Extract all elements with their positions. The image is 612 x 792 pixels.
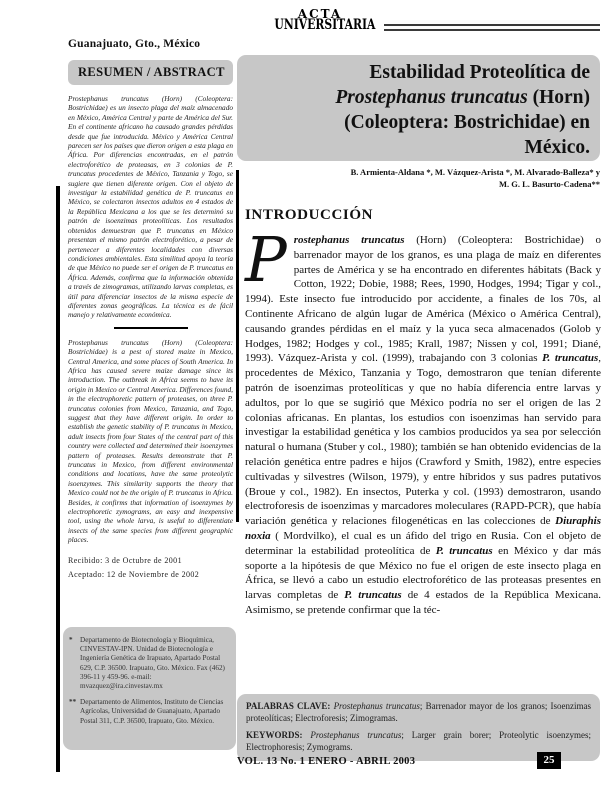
footer-volume: VOL. 13 No. 1 ENERO - ABRIL 2003 (237, 756, 416, 767)
page-number-badge: 25 (537, 752, 561, 769)
affiliation-text: Departamento de Alimentos, Instituto de Ciencias Agrícolas, Universidad de Guanajuato, Apartado Postal 311, C.P. 36500, Irapuato, Gto. México. (80, 698, 224, 725)
title-line-4: México. (524, 137, 590, 158)
authors-block (237, 167, 600, 190)
introduction-text: rostephanus truncatus (Horn) (Coleoptera: Bostrichidae) o barrenador mayor de los granos, es una plaga de maíz en diferentes partes de América y se ha encontrado en diferentes hábitats (Back y Cotton, 1922; Dobie, 1988; Rees, 1990, Hodges, 1994; Tigar y col., 1994). Este insecto fue introducido por accidente, a finales de los 70s, al Continente Africano de algún lugar de América (México o América Central), causando grandes pérdidas en el maíz y la yuca seca almacenados (Golob y Hodges, 1982; Hodges y col., 1985; Krall, 1987; Nissen y col, 1991; Diané, 1993). Vázquez-Arista y col. (1999), trabajando con 3 colonias P. truncatus, procedentes de México, Tanzania y Togo, demostraron que tenían diferente patrón de isoenzimas proteolíticas y que no había diferencia entre larvas y adultos, por lo que se sugirió que México podría no ser el origen de las 2 colonias africanas. En plantas, los estudios con isoenzimas han servido para investigar la estabilidad genética y los cambios producidos ya sea por selección natural o humana (Stuber y col., 1980); también se han obtenido evidencias de la relación genética entre padres e hijos (Crawford y Smith, 1982), entre especies cultivadas y silvestres (Wilson, 1979), y entre híbridos y sus padres putativos (Broue y col., 1982). En insectos, Puterka y col. (1993) demostraron, usando electroforesis de isoenzimas y marcadores moleculares (RAPD-PCR), que había variación genética y relaciones filogenéticas en las colecciones de Diuraphis noxia ( Mordvilko), el cual es un áfido del trigo en Rusia. Con el objeto de determinar la estabilidad proteolítica de P. truncatus en México y dar más soporte a la hipótesis de que México no fue el origen de este insecto plaga en África, se llevó a cabo un estudio electroforético de las proteasas presentes en larvas completas de P. truncatus de 4 estados de la República Mexicana. Asimismo, se pretende confirmar que la téc- (245, 234, 602, 616)
abstract-english: Prostephanus truncatus (Horn) (Coleoptera: Bostrichidae) is a pest of stored maize in Mexico, Central America, and some places of South America. In Africa has caused severe maize damage since its introduction. The outbreak in Africa seems to have its origin in Mexico or Central America. Differences found, in the electrophoretic pattern of proteases, on three P. truncatus colonies from Mexico, Tanzania, and Togo, suggest that they have different origin. In order to establish the genetic stability of P. truncatus in Mexico, adult insects from four States of the central part of this country were collected and determined their isoenzymes pattern of proteases. Results demonstrate that P. truncatus in Mexico, from different environmental conditions and locations, have the same proteolytic isoenzymes. This similarity supports the theory that Mexico could not be the origin of P. truncatus in Africa. Besides, it confirms that information of isoenzymes by electrophoretic zymograms, an easy and inexpensive tool, using the whole larva, is useful to differentiate insects of the same species from different geographic places. (68, 337, 233, 545)
affiliation-item (69, 636, 229, 691)
title-line-2: Prostephanus truncatus (Horn) (335, 87, 590, 108)
authors-line-1: B. Armienta-Aldana *, M. Vázquez-Arista *, M. Alvarado-Balleza* y (350, 167, 600, 177)
affiliation-item (69, 698, 229, 726)
palabras-clave-line: PALABRAS CLAVE: Prostephanus truncatus; Barrenador mayor de los granos; Isoenzimas proteolíticas; Electroforesis; Zimogramas. (246, 701, 591, 723)
affiliation-text: Departamento de Biotecnología y Bioquímica, CINVESTAV-IPN. Unidad de Biotecnología e Ingeniería Genética de Irapuato, Apartado Postal 629, C.P. 36500. Irapuato, Gto. México. Fax (462) 396-11 y 459-96. e-mail: mvazquez@ira.cinvestav.mx (80, 636, 225, 691)
authors-line-2: M. G. L. Basurto-Cadena** (498, 178, 600, 189)
article-title-box (237, 55, 600, 161)
header-location: Guanajuato, Gto., México (68, 38, 201, 50)
journal-logo-line2: UNIVERSITARIA (274, 17, 376, 33)
title-line-3: (Coleoptera: Bostrichidae) en (344, 112, 590, 133)
journal-logo (263, 7, 377, 33)
abstract-heading: RESUMEN / ABSTRACT (68, 60, 233, 85)
column-divider-rule (236, 170, 239, 522)
affiliation-marker: * (69, 636, 73, 644)
header-double-rule (384, 24, 600, 31)
main-column (245, 207, 601, 618)
dropcap-letter: P (245, 223, 287, 296)
keywords-line: KEYWORDS: Prostephanus truncatus; Larger grain borer; Proteolytic isoenzymes; Electrophoresis; Zymograms. (246, 730, 591, 752)
keywords-box (237, 694, 600, 761)
received-date: Recibido: 3 de Octubre de 2001 (68, 555, 182, 565)
journal-logo-line1: ACTA (297, 7, 343, 21)
introduction-heading: INTRODUCCIÓN (245, 207, 374, 223)
introduction-paragraph (245, 223, 602, 618)
affiliations-box (63, 627, 236, 750)
abstract-spanish: Prostephanus truncatus (Horn) (Coleoptera: Bostrichidae) es un insecto plaga del maíz almacenado en México, América Central y parte de América del Sur. En el continente africano ha causado grandes pérdidas desde que fue introducida. México y América Central parecen ser los países que dieron origen a esta plaga en África. Por diferencias encontradas, en el patrón electroforético de proteasas, en 3 colonias de P. truncatus procedentes de México, Tanzania y Togo, se sugiere que tienen diferente origen. Con el objeto de investigar la estabilidad genética de P. truncatus en México, se colectaron insectos adultos en 4 estados de la República Mexicana a los que se les determinó su patrón de isoenzimas proteolíticas. Los resultados obtenidos demuestran que P. truncatus en México presentan el mismo patrón electroforético, a pesar de pertenecer a diferentes localidades con diversas condiciones ambientales. Esta similitud apoya la teoría de que México no puede ser el origen de P. truncatus en África. Además, confirma que la información obtenida a través de zimogramas, utilizando larvas completas, es útil para diferenciar insectos de la misma especie de diferentes zonas geográficas. La técnica es de fácil manejo y relativamente económica. (68, 94, 233, 320)
affiliation-marker: ** (69, 698, 77, 707)
abstract-divider-rule (114, 327, 188, 329)
title-line-1: Estabilidad Proteolítica de (369, 62, 590, 83)
left-margin-rule (56, 186, 60, 772)
accepted-date: Aceptado: 12 de Noviembre de 2002 (68, 569, 200, 579)
abstract-column (68, 60, 233, 579)
